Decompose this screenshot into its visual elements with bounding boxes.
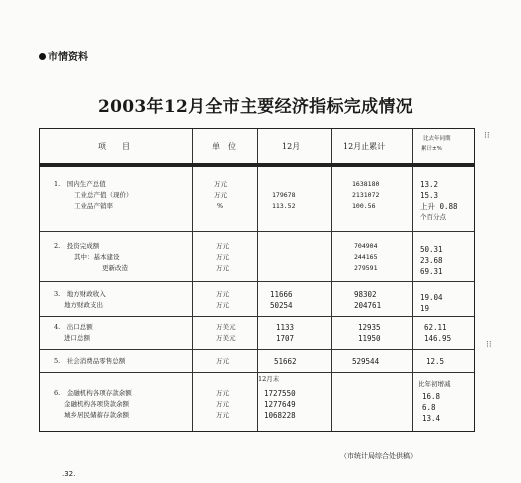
row6-month: 1277649 xyxy=(264,400,296,409)
row2-cumulative: 279591 xyxy=(354,264,378,272)
table-col-divider xyxy=(192,129,193,431)
row2-cumulative: 704904 xyxy=(354,242,378,250)
row3-unit: 万元 xyxy=(216,301,229,309)
row2-compare: 50.31 xyxy=(420,245,443,254)
row3-cumulative: 98302 xyxy=(354,290,377,299)
row4-cumulative: 12935 xyxy=(358,323,381,332)
row2-label: 其中：基本建设 xyxy=(74,253,120,261)
page-title: 2003年12月全市主要经济指标完成情况 xyxy=(98,97,413,117)
row2-compare: 23.68 xyxy=(420,256,443,265)
row5-cumulative: 529544 xyxy=(352,357,380,366)
row4-cumulative: 11950 xyxy=(358,334,381,343)
table-row-divider xyxy=(40,165,474,167)
row2-unit: 万元 xyxy=(216,253,229,261)
row4-unit: 万美元 xyxy=(216,334,236,342)
row6-compare: 16.8 xyxy=(422,392,441,401)
header-item: 项 目 xyxy=(98,142,130,151)
row3-compare: 19 xyxy=(420,304,430,313)
row2-compare: 69.31 xyxy=(420,267,443,276)
table-col-divider xyxy=(412,129,413,431)
section-tag-label: 市情资料 xyxy=(48,52,88,63)
header-compare-line2: 累计±% xyxy=(421,146,442,152)
row2-cumulative: 244165 xyxy=(354,253,378,261)
row4-unit: 万美元 xyxy=(216,323,236,331)
row1-cumulative: 100.56 xyxy=(352,202,376,210)
header-unit: 单 位 xyxy=(212,142,236,151)
row4-compare: 62.11 xyxy=(424,323,447,332)
row3-month: 50254 xyxy=(270,301,293,310)
row6-label: 城乡居民储蓄存款余额 xyxy=(64,411,129,419)
indicator-table xyxy=(39,128,475,432)
row1-compare: 上升 0.88 xyxy=(420,202,458,211)
table-row-divider xyxy=(40,349,474,350)
row5-compare: 12.5 xyxy=(426,357,445,366)
row6-month: 1068228 xyxy=(264,411,296,420)
row2-label: 2. 投资完成额 xyxy=(54,242,100,250)
row4-label: 进口总额 xyxy=(64,334,90,342)
row3-unit: 万元 xyxy=(216,290,229,298)
header-compare-line1: 比去年同期 xyxy=(423,136,451,142)
header-month: 12月 xyxy=(282,142,301,151)
row2-unit: 万元 xyxy=(216,264,229,272)
row6-compare-header: 比年初增减 xyxy=(418,380,451,388)
row5-unit: 万元 xyxy=(216,357,229,365)
row2-unit: 万元 xyxy=(216,242,229,250)
row6-compare: 6.8 xyxy=(422,403,436,412)
row3-compare: 19.04 xyxy=(420,293,443,302)
row1-unit: % xyxy=(217,202,224,210)
row1-unit: 万元 xyxy=(214,191,227,199)
table-row-divider xyxy=(40,372,474,373)
row1-compare: 15.3 xyxy=(420,191,439,200)
row1-month: 113.52 xyxy=(272,202,296,210)
source-footnote: （市统计局综合处供稿） xyxy=(340,452,417,460)
row5-label: 5. 社会消费品零售总额 xyxy=(54,357,126,365)
header-cumulative: 12月止累计 xyxy=(343,142,386,151)
row6-unit: 万元 xyxy=(216,400,229,408)
row6-compare: 13.4 xyxy=(422,414,441,423)
row3-label: 3. 地方财政收入 xyxy=(54,290,106,298)
section-tag xyxy=(39,48,88,63)
table-row-divider xyxy=(40,281,474,282)
row6-label: 金融机构各项贷款余额 xyxy=(64,400,129,408)
row1-label: 工业品产销率 xyxy=(74,202,113,210)
row6-label: 6. 金融机构各项存款余额 xyxy=(54,389,132,397)
row1-unit: 万元 xyxy=(214,180,227,188)
row2-label: 更新改造 xyxy=(102,264,128,272)
row1-cumulative: 1638180 xyxy=(352,180,380,188)
row6-unit: 万元 xyxy=(216,389,229,397)
row4-compare: 146.95 xyxy=(424,334,452,343)
table-col-divider xyxy=(257,129,258,431)
row3-label: 地方财政支出 xyxy=(64,301,103,309)
row6-unit: 万元 xyxy=(216,411,229,419)
row1-label: 工业总产值（现价） xyxy=(74,191,133,199)
table-row-divider xyxy=(40,231,474,232)
row6-month: 1727550 xyxy=(264,389,296,398)
row1-cumulative: 2131072 xyxy=(352,191,380,199)
scan-mark: ⁝⁝ xyxy=(484,131,490,141)
row4-label: 4. 出口总额 xyxy=(54,323,93,331)
row6-month-header: 12月末 xyxy=(258,375,280,383)
row3-cumulative: 204761 xyxy=(354,301,382,310)
row1-compare: 13.2 xyxy=(420,180,439,189)
row4-month: 1707 xyxy=(276,334,295,343)
page-number: .32. xyxy=(62,470,76,478)
row4-month: 1133 xyxy=(276,323,295,332)
row1-month: 179678 xyxy=(272,191,296,199)
row5-month: 51662 xyxy=(274,357,297,366)
table-col-divider xyxy=(331,129,332,431)
row1-compare: 个百分点 xyxy=(420,213,446,221)
table-row-divider xyxy=(40,316,474,317)
row1-label: 1. 国内生产总值 xyxy=(54,180,106,188)
scan-mark: ⁝⁝ xyxy=(486,340,492,350)
bullet-icon xyxy=(39,53,46,60)
row3-month: 11666 xyxy=(270,290,293,299)
